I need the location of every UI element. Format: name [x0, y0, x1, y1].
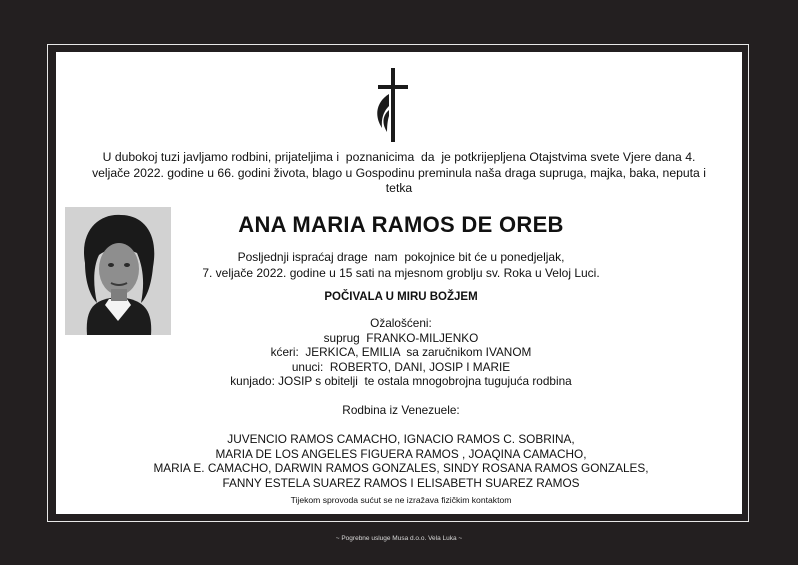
venezuela-line: JUVENCIO RAMOS CAMACHO, IGNACIO RAMOS C. SOBRINA, — [227, 432, 575, 446]
venezuela-line: FANNY ESTELA SUAREZ RAMOS I ELISABETH SUAREZ RAMOS — [222, 475, 580, 490]
announcement-line: U dubokoj tuzi javljamo rodbini, prijateljima i poznanicima da je potkrijepljena Otajstvima svete Vjere dana 4. — [102, 150, 696, 164]
mourners-line: unuci: ROBERTO, DANI, JOSIP I MARIE — [291, 359, 511, 374]
funeral-line: Posljednji ispraćaj drage nam pokojnice bit će u ponedjeljak, — [237, 250, 565, 264]
announcement-line: veljače 2022. godine u 66. godini života, blago u Gospodinu preminula naša draga supruga, majka, baka, neputa i — [92, 165, 706, 180]
venezuela-relatives-list — [116, 432, 686, 490]
obituary-card — [56, 52, 742, 514]
funeral-details — [166, 250, 636, 281]
condolence-note: Tijekom sprovoda sućut se ne izražava fizičkim kontaktom — [290, 495, 512, 505]
venezuela-relatives-title: Rodbina iz Venezuele: — [342, 403, 460, 417]
venezuela-line: MARIA DE LOS ANGELES FIGUERA RAMOS , JOAQINA CAMACHO, — [215, 446, 587, 461]
mourners-line: kćeri: JERKICA, EMILIA sa zaručnikom IVANOM — [270, 345, 532, 360]
mourners-list — [166, 316, 636, 389]
announcement-text — [76, 150, 722, 197]
announcement-line: tetka — [385, 181, 413, 195]
mourners-line: Ožalošćeni: — [370, 316, 432, 330]
funeral-line: 7. veljače 2022. godine u 15 sati na mjesnom groblju sv. Roka u Veloj Luci. — [202, 265, 600, 280]
mourners-line: kunjado: JOSIP s obitelji te ostala mnogobrojna tugujuća rodbina — [230, 374, 572, 389]
rest-in-peace: POČIVALA U MIRU BOŽJEM — [324, 291, 478, 303]
deceased-name: ANA MARIA RAMOS DE OREB — [238, 212, 564, 237]
cross-with-flame-icon — [372, 68, 412, 142]
funeral-service-footer: ~ Pogrebne usluge Musa d.o.o. Vela Luka ~ — [335, 535, 463, 542]
deceased-photo — [65, 207, 171, 335]
mourners-line: suprug FRANKO-MILJENKO — [323, 330, 479, 345]
venezuela-line: MARIA E. CAMACHO, DARWIN RAMOS GONZALES, SINDY ROSANA RAMOS GONZALES, — [153, 461, 649, 476]
